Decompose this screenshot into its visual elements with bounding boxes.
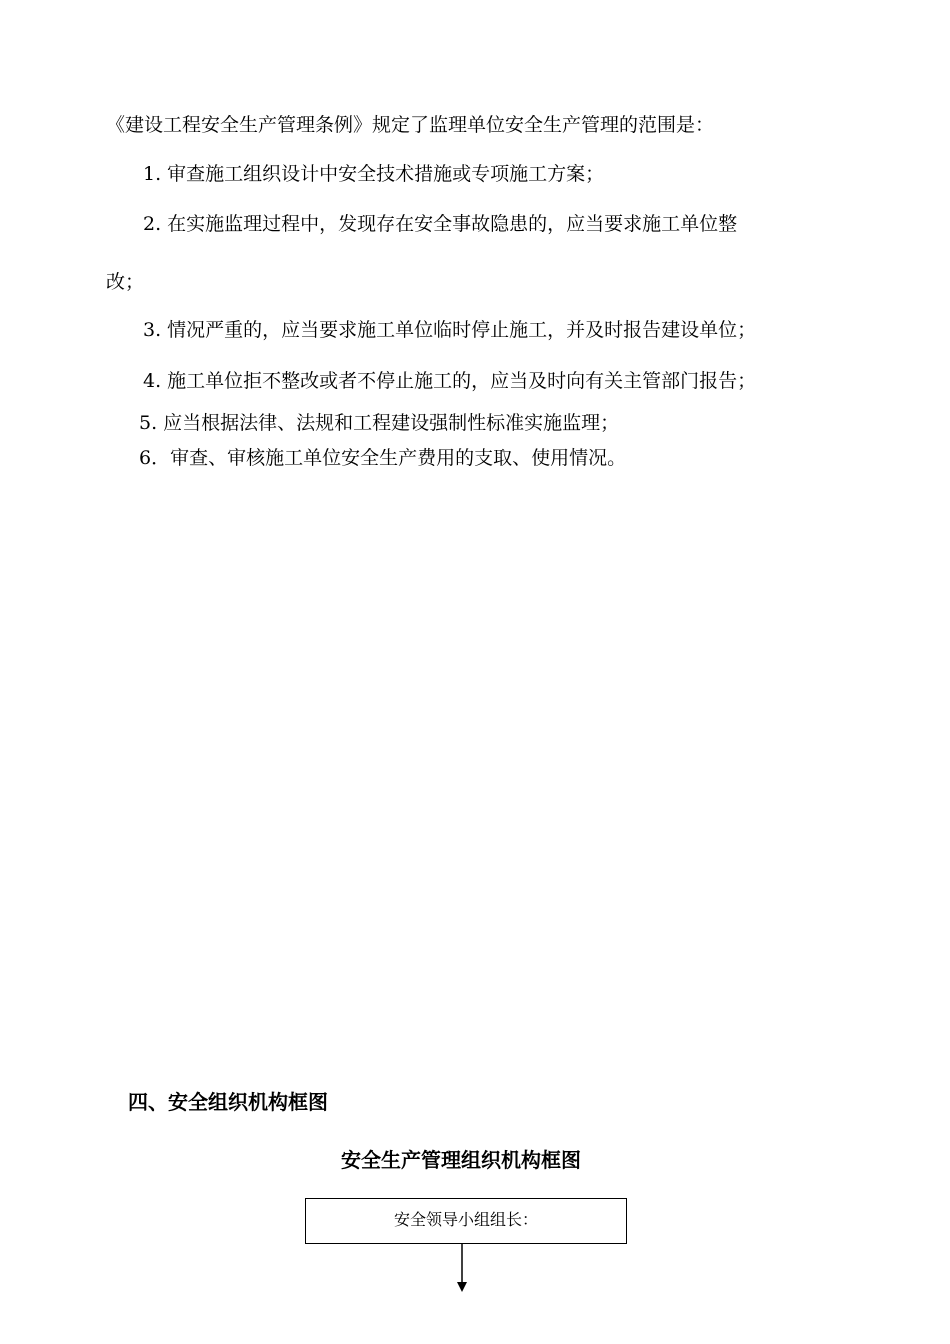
list-item-3: 3. 情况严重的，应当要求施工单位临时停止施工，并及时报告建设单位； <box>143 319 757 341</box>
list-item-5: 5. 应当根据法律、法规和工程建设强制性标准实施监理； <box>139 412 620 434</box>
list-item-1: 1. 审查施工组织设计中安全技术措施或专项施工方案； <box>143 163 605 185</box>
org-chart-title: 安全生产管理组织机构框图 <box>341 1148 581 1172</box>
intro-paragraph: 《建设工程安全生产管理条例》规定了监理单位安全生产管理的范围是： <box>106 114 715 136</box>
section-heading: 四、安全组织机构框图 <box>128 1090 328 1114</box>
list-item-2: 2. 在实施监理过程中，发现存在安全事故隐患的，应当要求施工单位整 <box>143 213 738 235</box>
org-chart-top-box <box>305 1198 627 1244</box>
list-item-6: 6．审查、审核施工单位安全生产费用的支取、使用情况。 <box>139 447 627 469</box>
down-arrow-icon <box>452 1244 472 1294</box>
list-item-4: 4. 施工单位拒不整改或者不停止施工的，应当及时向有关主管部门报告； <box>143 370 757 392</box>
org-chart-top-box-label: 安全领导小组组长： <box>393 1210 538 1229</box>
list-item-2-continuation: 改； <box>106 271 145 293</box>
